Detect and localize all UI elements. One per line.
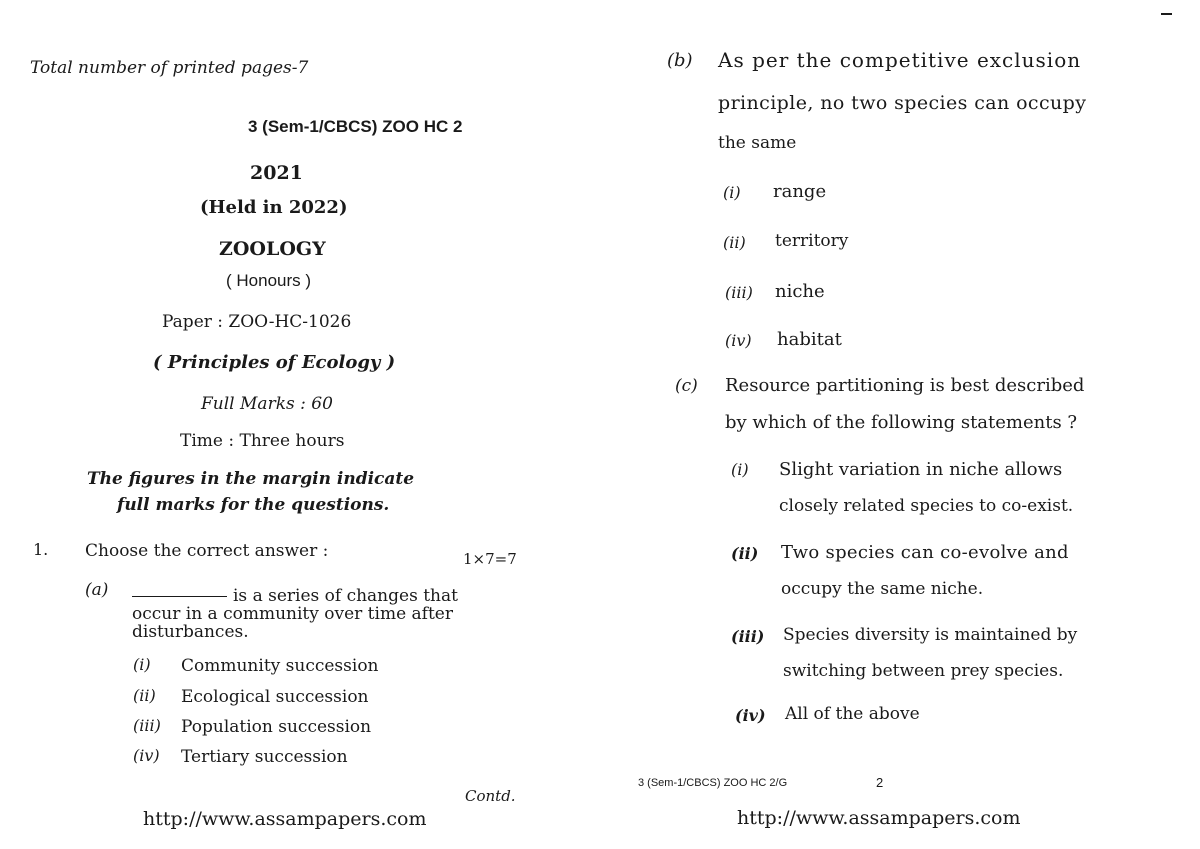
held-year: (Held in 2022): [200, 197, 348, 218]
right-footer-url[interactable]: http://www.assampapers.com: [737, 807, 1021, 829]
question-1a-line-1: [132, 586, 458, 606]
option-c-iii-line-1: Species diversity is maintained by: [783, 625, 1078, 645]
paper-code: 3 (Sem-1/CBCS) ZOO HC 2: [248, 117, 463, 136]
instruction-line-2: full marks for the questions.: [117, 495, 390, 515]
option-c-ii-line-1: Two species can co-evolve and: [781, 542, 1069, 563]
question-b-line-3: the same: [718, 133, 797, 153]
option-c-i-label: (i): [731, 460, 749, 479]
right-footer-code: 3 (Sem-1/CBCS) ZOO HC 2/G: [638, 777, 788, 789]
left-footer-url[interactable]: http://www.assampapers.com: [143, 808, 427, 830]
option-b-ii-label: (ii): [723, 233, 746, 252]
option-b-iv-label: (iv): [725, 331, 752, 350]
option-b-i-text: range: [773, 181, 827, 202]
option-c-i-line-2: closely related species to co-exist.: [779, 496, 1074, 516]
option-c-iii-label: (iii): [731, 627, 765, 646]
instruction-line-1: The figures in the margin indicate: [87, 469, 415, 489]
option-1a-iii-text: Population succession: [181, 717, 372, 737]
question-c-line-1: Resource partitioning is best described: [725, 375, 1085, 396]
question-1a-label: (a): [85, 580, 109, 600]
option-c-iv-line-1: All of the above: [785, 704, 920, 724]
question-1-text: Choose the correct answer :: [85, 541, 329, 561]
printed-pages-note: Total number of printed pages-7: [30, 58, 309, 78]
page-number: 2: [876, 775, 884, 790]
fill-in-blank: [132, 596, 227, 597]
question-c-label: (c): [675, 376, 698, 396]
full-marks: Full Marks : 60: [201, 394, 333, 414]
page-corner-dash: [1161, 13, 1172, 15]
option-c-ii-label: (ii): [731, 544, 759, 563]
option-1a-ii-text: Ecological succession: [181, 687, 369, 707]
option-c-i-line-1: Slight variation in niche allows: [779, 459, 1063, 480]
question-c-line-2: by which of the following statements ?: [725, 412, 1078, 433]
paper-title: ( Principles of Ecology ): [153, 352, 396, 373]
option-1a-ii-label: (ii): [133, 686, 156, 705]
option-b-i-label: (i): [723, 183, 741, 202]
exam-year: 2021: [250, 162, 303, 184]
question-b-label: (b): [667, 50, 693, 71]
option-1a-iv-label: (iv): [133, 746, 160, 765]
continued-note: Contd.: [465, 787, 516, 805]
option-c-ii-line-2: occupy the same niche.: [781, 579, 984, 599]
option-b-iii-label: (iii): [725, 283, 753, 302]
option-b-iii-text: niche: [775, 281, 825, 302]
option-1a-i-label: (i): [133, 655, 151, 674]
option-1a-iii-label: (iii): [133, 716, 161, 735]
option-1a-i-text: Community succession: [181, 656, 379, 676]
option-c-iii-line-2: switching between prey species.: [783, 661, 1064, 681]
time-allowed: Time : Three hours: [180, 431, 345, 451]
option-b-ii-text: territory: [775, 231, 849, 251]
question-b-line-1: As per the competitive exclusion: [718, 48, 1082, 72]
option-b-iv-text: habitat: [777, 329, 842, 350]
question-1a-line-1-text: is a series of changes that: [233, 586, 458, 606]
paper-number: Paper : ZOO-HC-1026: [162, 312, 352, 332]
subject-title: ZOOLOGY: [219, 238, 326, 260]
question-1a-line-3: disturbances.: [132, 622, 249, 642]
question-1-number: 1.: [33, 540, 49, 559]
question-1a-line-2: occur in a community over time after: [132, 604, 453, 624]
option-c-iv-label: (iv): [735, 706, 766, 725]
option-1a-iv-text: Tertiary succession: [181, 747, 348, 767]
question-b-line-2: principle, no two species can occupy: [718, 92, 1087, 114]
honours-label: ( Honours ): [226, 271, 312, 290]
question-1-marks: 1×7=7: [463, 550, 517, 568]
